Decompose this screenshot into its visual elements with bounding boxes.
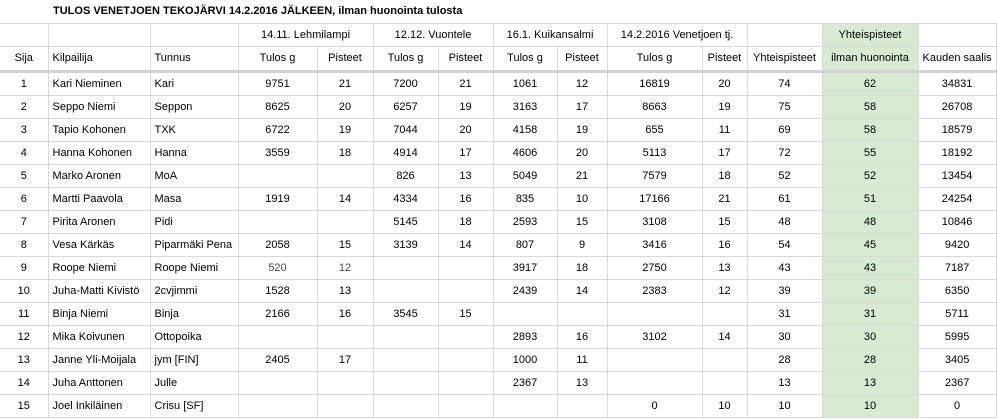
- cell-ilman-huonointa: 31: [822, 303, 918, 326]
- cell-kauden-saalis: 18192: [918, 142, 996, 165]
- table-row: [0, 142, 996, 165]
- cell-tulos3: 1061: [493, 72, 557, 96]
- results-body: [0, 72, 996, 418]
- cell-sija: 4: [0, 142, 48, 165]
- cell-pisteet2: 17: [438, 142, 493, 165]
- cell-tulos3: 2439: [493, 280, 557, 303]
- cell-tulos1: [238, 165, 317, 188]
- cell-yhteispisteet: 52: [747, 165, 822, 188]
- cell-pisteet4: 19: [702, 96, 747, 119]
- cell-kauden-saalis: 34831: [918, 72, 996, 96]
- col-header-ilman-huonointa: ilman huonointa: [822, 47, 918, 72]
- round1-header: 14.11. Lehmilampi: [238, 24, 373, 47]
- table-row: [0, 234, 996, 257]
- cell-pisteet2: 19: [438, 96, 493, 119]
- cell-pisteet3: 19: [557, 119, 607, 142]
- col-header-sija: Sija: [0, 47, 48, 72]
- cell-yhteispisteet: 13: [747, 372, 822, 395]
- cell-pisteet2: [438, 257, 493, 280]
- cell-tulos2: [373, 326, 438, 349]
- cell-tulos1: [238, 326, 317, 349]
- cell-tulos4: 2750: [607, 257, 702, 280]
- cell-pisteet2: 18: [438, 211, 493, 234]
- cell-kilpailija: Binja Niemi: [48, 303, 150, 326]
- cell-tulos2: 3139: [373, 234, 438, 257]
- cell-tulos3: 4158: [493, 119, 557, 142]
- cell-kauden-saalis: 10846: [918, 211, 996, 234]
- cell-tulos3: 5049: [493, 165, 557, 188]
- cell-ilman-huonointa: 45: [822, 234, 918, 257]
- cell-pisteet3: 15: [557, 211, 607, 234]
- cell-tulos3: [493, 395, 557, 418]
- cell-ilman-huonointa: 10: [822, 395, 918, 418]
- cell-pisteet2: 16: [438, 188, 493, 211]
- cell-tulos2: [373, 395, 438, 418]
- cell-ilman-huonointa: 58: [822, 96, 918, 119]
- cell-ilman-huonointa: 48: [822, 211, 918, 234]
- cell-yhteispisteet: 54: [747, 234, 822, 257]
- cell-yhteispisteet: 31: [747, 303, 822, 326]
- cell-pisteet1: 17: [317, 349, 373, 372]
- cell-kilpailija: Joel Inkiläinen: [48, 395, 150, 418]
- cell-pisteet1: 18: [317, 142, 373, 165]
- cell-kauden-saalis: 5711: [918, 303, 996, 326]
- col-header-pisteet4: Pisteet: [702, 47, 747, 72]
- cell-pisteet2: [438, 326, 493, 349]
- cell-yhteispisteet: 69: [747, 119, 822, 142]
- cell-tunnus: Ottopoika: [150, 326, 238, 349]
- cell-sija: 2: [0, 96, 48, 119]
- cell-tunnus: TXK: [150, 119, 238, 142]
- cell-tulos4: 3416: [607, 234, 702, 257]
- cell-yhteispisteet: 72: [747, 142, 822, 165]
- cell-pisteet4: 10: [702, 395, 747, 418]
- cell-tulos1: 6722: [238, 119, 317, 142]
- cell-tunnus: Binja: [150, 303, 238, 326]
- yhteispisteet-top-header: Yhteispisteet: [822, 24, 918, 47]
- cell-tulos1: 9751: [238, 72, 317, 96]
- cell-pisteet3: 13: [557, 372, 607, 395]
- cell-tulos4: 7579: [607, 165, 702, 188]
- cell-pisteet3: [557, 303, 607, 326]
- cell-kilpailija: Vesa Kärkäs: [48, 234, 150, 257]
- cell-tulos1: 2166: [238, 303, 317, 326]
- cell-tunnus: jym [FIN]: [150, 349, 238, 372]
- cell-pisteet4: [702, 303, 747, 326]
- cell-tulos2: [373, 349, 438, 372]
- cell-kilpailija: Kari Nieminen: [48, 72, 150, 96]
- cell-tunnus: Seppon: [150, 96, 238, 119]
- cell-kilpailija: Martti Paavola: [48, 188, 150, 211]
- cell-sija: 5: [0, 165, 48, 188]
- cell-tunnus: Kari: [150, 72, 238, 96]
- cell-tulos4: 3108: [607, 211, 702, 234]
- cell-pisteet3: 16: [557, 326, 607, 349]
- cell-tulos1: 520: [238, 257, 317, 280]
- cell-kilpailija: Juha-Matti Kivistö: [48, 280, 150, 303]
- cell-tulos3: 2367: [493, 372, 557, 395]
- cell-pisteet1: 13: [317, 280, 373, 303]
- cell-pisteet1: [317, 372, 373, 395]
- cell-pisteet3: 18: [557, 257, 607, 280]
- cell-sija: 12: [0, 326, 48, 349]
- title-row: [0, 0, 996, 24]
- cell-pisteet3: [557, 395, 607, 418]
- cell-yhteispisteet: 61: [747, 188, 822, 211]
- cell-pisteet4: 18: [702, 165, 747, 188]
- table-row: [0, 119, 996, 142]
- cell-pisteet1: [317, 165, 373, 188]
- cell-pisteet3: 17: [557, 96, 607, 119]
- cell-kauden-saalis: 3405: [918, 349, 996, 372]
- cell-pisteet4: 13: [702, 257, 747, 280]
- cell-tunnus: Crisu [SF]: [150, 395, 238, 418]
- cell-pisteet1: 20: [317, 96, 373, 119]
- round4-header: 14.2.2016 Venetjoen tj.: [607, 24, 747, 47]
- cell-pisteet4: 20: [702, 72, 747, 96]
- cell-ilman-huonointa: 28: [822, 349, 918, 372]
- cell-kilpailija: Juha Anttonen: [48, 372, 150, 395]
- cell-tulos2: 826: [373, 165, 438, 188]
- cell-kauden-saalis: 7187: [918, 257, 996, 280]
- cell-pisteet1: 12: [317, 257, 373, 280]
- cell-tulos1: 2058: [238, 234, 317, 257]
- cell-tulos4: 8663: [607, 96, 702, 119]
- cell-pisteet4: 11: [702, 119, 747, 142]
- cell-ilman-huonointa: 62: [822, 72, 918, 96]
- col-header-tulos2: Tulos g: [373, 47, 438, 72]
- cell-pisteet1: 15: [317, 234, 373, 257]
- cell-pisteet1: 21: [317, 72, 373, 96]
- cell-tulos4: 5113: [607, 142, 702, 165]
- cell-ilman-huonointa: 39: [822, 280, 918, 303]
- cell-sija: 6: [0, 188, 48, 211]
- cell-tunnus: Roope Niemi: [150, 257, 238, 280]
- cell-kilpailija: Marko Aronen: [48, 165, 150, 188]
- header-row-rounds: [0, 24, 996, 47]
- cell-kilpailija: Pirita Aronen: [48, 211, 150, 234]
- cell-pisteet4: 14: [702, 326, 747, 349]
- cell-kauden-saalis: 18579: [918, 119, 996, 142]
- cell-tulos3: 1000: [493, 349, 557, 372]
- cell-kilpailija: Janne Yli-Moijala: [48, 349, 150, 372]
- cell-tulos3: [493, 303, 557, 326]
- cell-sija: 11: [0, 303, 48, 326]
- cell-sija: 14: [0, 372, 48, 395]
- cell-tulos4: 0: [607, 395, 702, 418]
- cell-pisteet3: 21: [557, 165, 607, 188]
- cell-kilpailija: Hanna Kohonen: [48, 142, 150, 165]
- col-header-tulos4: Tulos g: [607, 47, 702, 72]
- cell-tulos2: [373, 372, 438, 395]
- table-row: [0, 395, 996, 418]
- cell-pisteet1: 14: [317, 188, 373, 211]
- cell-pisteet4: [702, 372, 747, 395]
- cell-tulos1: [238, 372, 317, 395]
- cell-tunnus: Pidi: [150, 211, 238, 234]
- cell-yhteispisteet: 30: [747, 326, 822, 349]
- cell-tulos4: 3102: [607, 326, 702, 349]
- col-header-pisteet1: Pisteet: [317, 47, 373, 72]
- cell-kauden-saalis: 13454: [918, 165, 996, 188]
- cell-tulos1: 1528: [238, 280, 317, 303]
- table-row: [0, 257, 996, 280]
- cell-sija: 3: [0, 119, 48, 142]
- round2-header: 12.12. Vuontele: [373, 24, 493, 47]
- cell-tulos2: 3545: [373, 303, 438, 326]
- col-header-tulos3: Tulos g: [493, 47, 557, 72]
- table-row: [0, 372, 996, 395]
- cell-pisteet2: 13: [438, 165, 493, 188]
- cell-kilpailija: Roope Niemi: [48, 257, 150, 280]
- cell-yhteispisteet: 75: [747, 96, 822, 119]
- cell-tulos4: [607, 349, 702, 372]
- cell-tulos3: 835: [493, 188, 557, 211]
- cell-pisteet2: [438, 280, 493, 303]
- cell-pisteet4: 15: [702, 211, 747, 234]
- cell-tulos4: [607, 303, 702, 326]
- cell-yhteispisteet: 39: [747, 280, 822, 303]
- cell-pisteet2: 15: [438, 303, 493, 326]
- cell-tulos1: 3559: [238, 142, 317, 165]
- cell-tulos3: 807: [493, 234, 557, 257]
- table-row: [0, 72, 996, 96]
- cell-sija: 15: [0, 395, 48, 418]
- cell-tulos2: 7200: [373, 72, 438, 96]
- col-header-tulos1: Tulos g: [238, 47, 317, 72]
- cell-tulos3: 2593: [493, 211, 557, 234]
- cell-pisteet1: [317, 211, 373, 234]
- table-row: [0, 96, 996, 119]
- cell-tulos4: [607, 372, 702, 395]
- sheet-title: TULOS VENETJOEN TEKOJÄRVI 14.2.2016 JÄLKEEN, ilman huonointa tulosta: [0, 0, 996, 24]
- cell-ilman-huonointa: 30: [822, 326, 918, 349]
- cell-pisteet4: 21: [702, 188, 747, 211]
- cell-pisteet4: [702, 349, 747, 372]
- table-row: [0, 211, 996, 234]
- cell-tunnus: 2cvjimmi: [150, 280, 238, 303]
- cell-pisteet1: [317, 326, 373, 349]
- cell-tulos4: 655: [607, 119, 702, 142]
- cell-sija: 13: [0, 349, 48, 372]
- col-header-tunnus: Tunnus: [150, 47, 238, 72]
- cell-kauden-saalis: 26708: [918, 96, 996, 119]
- table-row: [0, 280, 996, 303]
- cell-sija: 9: [0, 257, 48, 280]
- cell-tulos4: 2383: [607, 280, 702, 303]
- cell-pisteet2: 21: [438, 72, 493, 96]
- cell-kauden-saalis: 9420: [918, 234, 996, 257]
- cell-pisteet4: 17: [702, 142, 747, 165]
- cell-kilpailija: Mika Koivunen: [48, 326, 150, 349]
- cell-yhteispisteet: 48: [747, 211, 822, 234]
- cell-kilpailija: Seppo Niemi: [48, 96, 150, 119]
- cell-ilman-huonointa: 51: [822, 188, 918, 211]
- table-row: [0, 165, 996, 188]
- cell-tulos2: 7044: [373, 119, 438, 142]
- cell-sija: 7: [0, 211, 48, 234]
- header-row-columns: [0, 47, 996, 72]
- cell-pisteet2: 14: [438, 234, 493, 257]
- cell-pisteet1: 16: [317, 303, 373, 326]
- cell-pisteet3: 12: [557, 72, 607, 96]
- cell-kauden-saalis: 24254: [918, 188, 996, 211]
- cell-tulos3: 3163: [493, 96, 557, 119]
- cell-tunnus: MoA: [150, 165, 238, 188]
- cell-tulos2: 4334: [373, 188, 438, 211]
- cell-pisteet2: [438, 395, 493, 418]
- cell-tunnus: Hanna: [150, 142, 238, 165]
- cell-kilpailija: Tapio Kohonen: [48, 119, 150, 142]
- col-header-pisteet2: Pisteet: [438, 47, 493, 72]
- cell-tulos1: 2405: [238, 349, 317, 372]
- cell-kauden-saalis: 6350: [918, 280, 996, 303]
- cell-tulos1: [238, 395, 317, 418]
- cell-tulos1: [238, 211, 317, 234]
- cell-tulos3: 2893: [493, 326, 557, 349]
- cell-sija: 8: [0, 234, 48, 257]
- cell-tulos3: 4606: [493, 142, 557, 165]
- col-header-pisteet3: Pisteet: [557, 47, 607, 72]
- cell-tulos4: 16819: [607, 72, 702, 96]
- cell-tulos1: 8625: [238, 96, 317, 119]
- cell-pisteet3: 20: [557, 142, 607, 165]
- cell-pisteet3: 10: [557, 188, 607, 211]
- table-row: [0, 303, 996, 326]
- cell-yhteispisteet: 43: [747, 257, 822, 280]
- table-row: [0, 188, 996, 211]
- cell-ilman-huonointa: 55: [822, 142, 918, 165]
- round3-header: 16.1. Kuikansalmi: [493, 24, 607, 47]
- cell-ilman-huonointa: 52: [822, 165, 918, 188]
- cell-tulos2: [373, 280, 438, 303]
- cell-tunnus: Piparmäki Pena: [150, 234, 238, 257]
- cell-pisteet1: 19: [317, 119, 373, 142]
- cell-pisteet4: 16: [702, 234, 747, 257]
- cell-tulos3: 3917: [493, 257, 557, 280]
- cell-pisteet1: [317, 395, 373, 418]
- cell-ilman-huonointa: 58: [822, 119, 918, 142]
- cell-tulos2: 4914: [373, 142, 438, 165]
- cell-pisteet3: 14: [557, 280, 607, 303]
- cell-tulos2: 5145: [373, 211, 438, 234]
- cell-sija: 10: [0, 280, 48, 303]
- col-header-kauden-saalis: Kauden saalis: [918, 47, 996, 72]
- cell-pisteet4: 12: [702, 280, 747, 303]
- col-header-yhteispisteet: Yhteispisteet: [747, 47, 822, 72]
- cell-tulos2: [373, 257, 438, 280]
- cell-kauden-saalis: 5995: [918, 326, 996, 349]
- cell-tulos4: 17166: [607, 188, 702, 211]
- cell-pisteet3: 9: [557, 234, 607, 257]
- cell-tunnus: Julle: [150, 372, 238, 395]
- cell-pisteet2: [438, 349, 493, 372]
- cell-ilman-huonointa: 13: [822, 372, 918, 395]
- cell-pisteet3: 11: [557, 349, 607, 372]
- cell-tulos2: 6257: [373, 96, 438, 119]
- cell-tulos1: 1919: [238, 188, 317, 211]
- cell-pisteet2: [438, 372, 493, 395]
- cell-pisteet2: 20: [438, 119, 493, 142]
- cell-yhteispisteet: 10: [747, 395, 822, 418]
- cell-kauden-saalis: 2367: [918, 372, 996, 395]
- cell-yhteispisteet: 28: [747, 349, 822, 372]
- cell-yhteispisteet: 74: [747, 72, 822, 96]
- cell-tunnus: Masa: [150, 188, 238, 211]
- col-header-kilpailija: Kilpailija: [48, 47, 150, 72]
- table-row: [0, 326, 996, 349]
- cell-kauden-saalis: 0: [918, 395, 996, 418]
- cell-sija: 1: [0, 72, 48, 96]
- cell-ilman-huonointa: 43: [822, 257, 918, 280]
- table-row: [0, 349, 996, 372]
